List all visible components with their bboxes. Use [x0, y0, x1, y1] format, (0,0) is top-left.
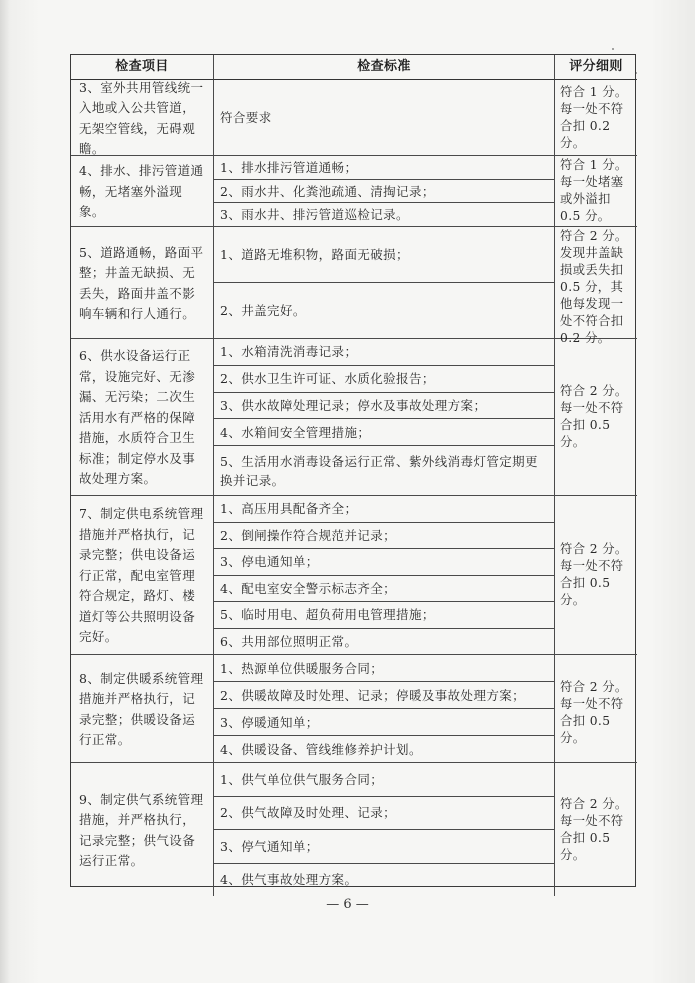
table-row-item: [71, 80, 214, 156]
standard-line: 2、供暖故障及时处理、记录；停暖及事故处理方案；: [214, 682, 554, 709]
table-row-standards: [214, 763, 555, 896]
standard-line: 3、雨水井、排污管道巡检记录。: [220, 207, 409, 223]
table-row-item: [71, 156, 214, 227]
table-row-standards: [214, 80, 555, 156]
table-row-item: [71, 496, 214, 655]
table-row-item: [71, 655, 214, 763]
standard-line: 1、供气单位供气服务合同；: [214, 763, 554, 797]
item-text: 5、道路通畅，路面平整；井盖无缺损、无丢失，路面井盖不影响车辆和行人通行。: [79, 244, 204, 321]
standard-line: 2、供气故障及时处理、记录；: [214, 797, 554, 831]
table-row-score: 符合 2 分。每一处不符合扣 0.5 分。: [555, 655, 637, 763]
table-row-standards: [214, 339, 555, 496]
standard-line: 4、供气事故处理方案。: [220, 872, 358, 888]
standard-line: 2、井盖完好。: [220, 303, 306, 318]
standard-line: 4、水箱间安全管理措施；: [214, 419, 554, 446]
table-row-score: 符合 2 分。每一处不符合扣 0.5 分。: [555, 496, 637, 655]
standard-line: 1、水箱清洗消毒记录；: [214, 339, 554, 366]
table-row-item: [71, 227, 214, 339]
standard-line: 1、排水排污管道通畅；: [214, 156, 554, 180]
standard-line: 符合要求: [220, 110, 272, 125]
standard-line: 3、供水故障处理记录；停水及事故处理方案；: [214, 393, 554, 420]
table-row-score: 符合 2 分。每一处不符合扣 0.5 分。: [555, 339, 637, 496]
header-check-item: 检查项目: [71, 55, 214, 80]
table-row-standards: [214, 156, 555, 227]
standard-line: 1、热源单位供暖服务合同；: [214, 655, 554, 682]
item-text: 4、排水、排污管道通畅，无堵塞外溢现象。: [79, 163, 204, 220]
item-text: 6、供水设备运行正常，设施完好、无渗漏、无污染；二次生活用水有严格的保障措施，水质符合卫生标准；制定停水及事故处理方案。: [79, 348, 196, 487]
standard-line: 3、停暖通知单；: [214, 709, 554, 736]
table-row-standards: [214, 227, 555, 339]
item-text: 3、室外共用管线统一入地或入公共管道，无架空管线，无碍观瞻。: [79, 79, 204, 156]
standard-line: 2、雨水井、化粪池疏通、清掏记录；: [214, 180, 554, 204]
header-check-standard: 检查标准: [214, 55, 555, 80]
standard-line: 3、停气通知单；: [214, 830, 554, 864]
table-row-standards: [214, 496, 555, 655]
standard-line: 3、停电通知单；: [214, 549, 554, 576]
scan-speck: [612, 48, 614, 50]
standard-line: 1、高压用具配备齐全；: [214, 496, 554, 523]
standard-line: 1、道路无堆积物，路面无破损；: [214, 227, 554, 283]
standard-line: 2、供水卫生许可证、水质化验报告；: [214, 366, 554, 393]
table-row-item: [71, 339, 214, 496]
table-row-score: 符合 2 分。每一处不符合扣 0.5 分。: [560, 796, 628, 862]
table-row-item: [71, 763, 214, 896]
item-text: 9、制定供气系统管理措施，并严格执行，记录完整；供气设备运行正常。: [79, 791, 204, 868]
header-score-rules: 评分细则: [555, 55, 637, 80]
page-number: — 6 —: [326, 897, 369, 912]
table-row-score: 符合 1 分。每一处不符合扣 0.2 分。: [555, 80, 637, 156]
standard-line: 5、临时用电、超负荷用电管理措施；: [214, 602, 554, 629]
item-text: 7、制定供电系统管理措施并严格执行，记录完整；供电设备运行正常，配电室管理符合规定，路灯、楼道灯等公共照明设备完好。: [79, 506, 204, 645]
standard-line: 4、供暖设备、管线维修养护计划。: [220, 741, 422, 757]
item-text: 8、制定供暖系统管理措施并严格执行，记录完整；供暖设备运行正常。: [79, 670, 204, 747]
inspection-table-page: [70, 54, 636, 887]
table-row-score: 符合 2 分。发现井盖缺损或丢失扣 0.5 分，其他每发现一处不符合扣 0.2 分。: [555, 227, 637, 339]
table-row-score: 符合 1 分。每一处堵塞或外溢扣 0.5 分。: [555, 156, 637, 227]
standard-line: 2、倒闸操作符合规范并记录；: [214, 523, 554, 550]
standard-line: 5、生活用水消毒设备运行正常、紫外线消毒灯管定期更换并记录。: [220, 453, 538, 488]
standard-line: 4、配电室安全警示标志齐全；: [214, 576, 554, 603]
table-row-standards: [214, 655, 555, 763]
inspection-table: [70, 54, 636, 887]
standard-line: 6、共用部位照明正常。: [220, 633, 358, 649]
